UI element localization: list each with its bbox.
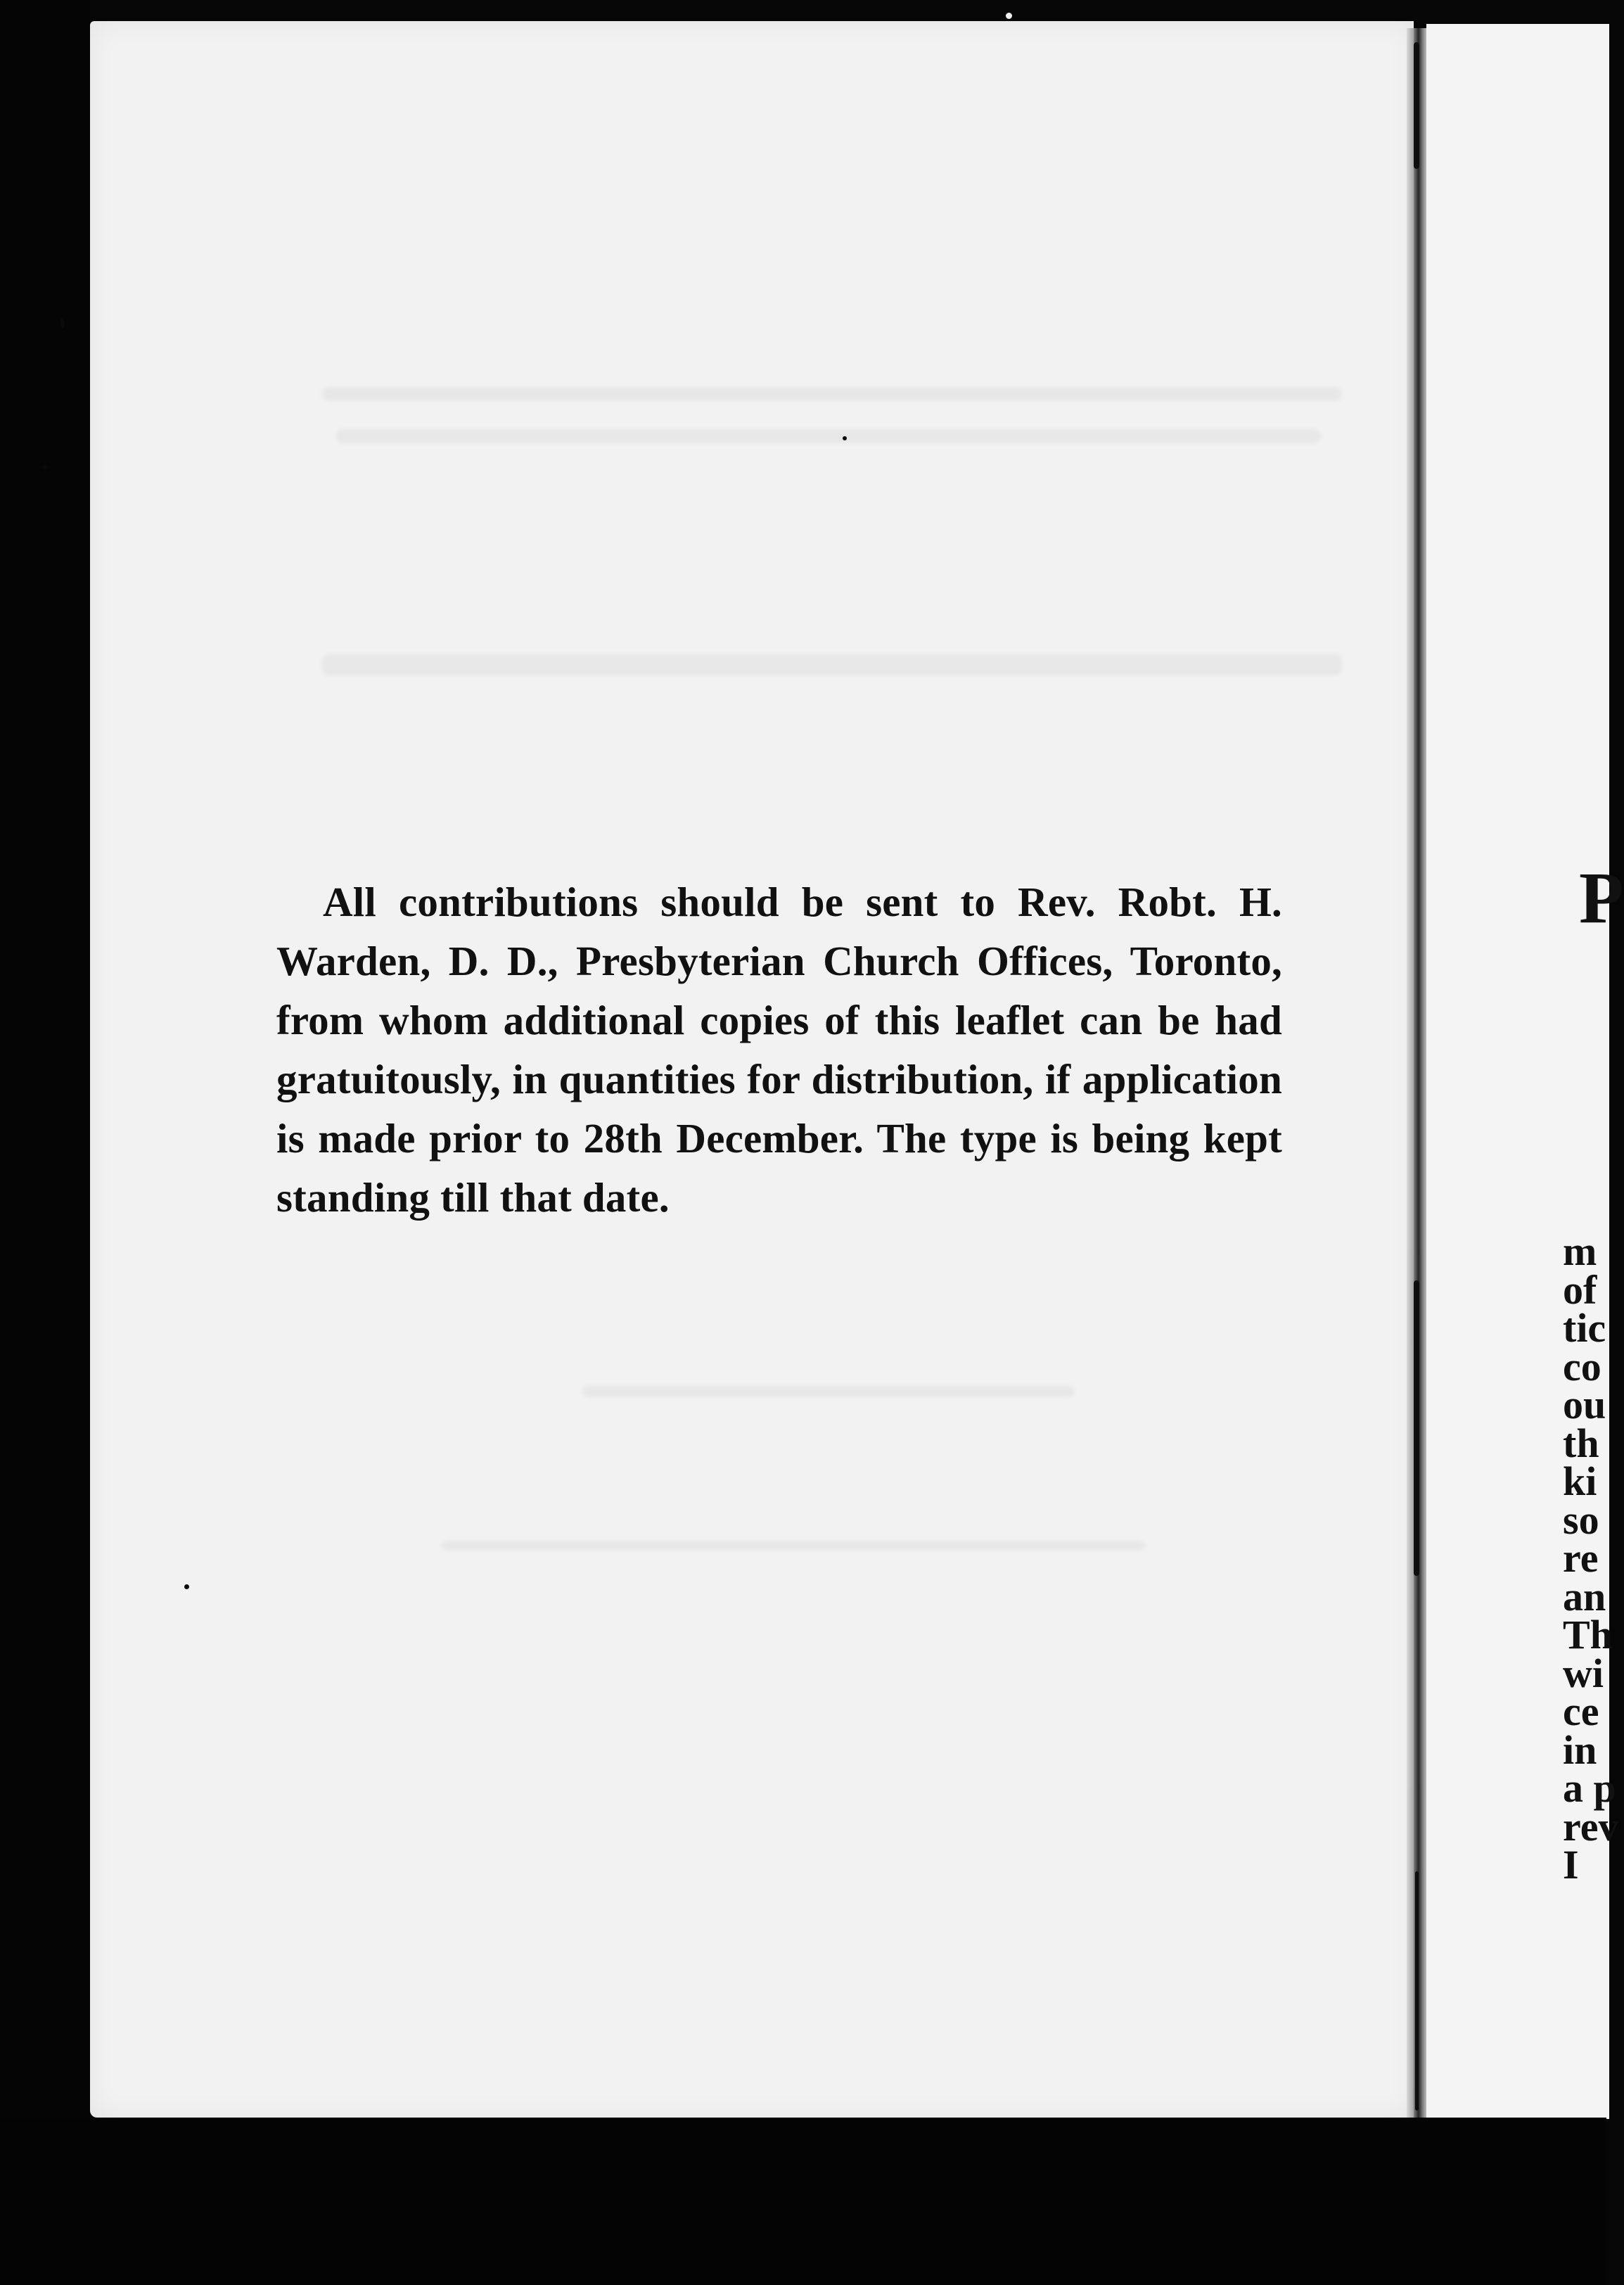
scan-speck <box>184 1584 189 1589</box>
text-fragment: m <box>1563 1228 1597 1274</box>
text-fragment: wi <box>1563 1650 1604 1696</box>
text-fragment: rev <box>1563 1803 1619 1850</box>
book-gutter <box>1407 28 1426 2118</box>
text-fragment: in <box>1563 1726 1597 1773</box>
text-fragment: ki <box>1563 1458 1597 1504</box>
show-through-mark <box>336 429 1321 443</box>
gutter-shadow <box>1415 1871 1419 2111</box>
contributions-notice: All contributions should be sent to Rev. Robt. H. Warden, D. D., Presbyterian Church Offices, Toronto, from whom additional copies of this leaflet can be had gratuitously, in quantities for distribution, if application is made prior to 28th December. The type is being kept standing till that date. <box>276 879 1282 1221</box>
scan-left-border <box>0 0 90 2285</box>
scan-speck <box>1006 13 1012 19</box>
text-fragment: a p <box>1563 1765 1616 1811</box>
text-fragment: tic <box>1563 1305 1606 1351</box>
gutter-shadow <box>1414 1280 1419 1576</box>
text-fragment: co <box>1563 1343 1601 1389</box>
text-fragment: ce <box>1563 1688 1599 1734</box>
text-fragment: th <box>1563 1420 1599 1466</box>
text-fragment: Th <box>1563 1612 1613 1657</box>
show-through-mark <box>322 387 1342 401</box>
text-fragment: so <box>1563 1496 1599 1543</box>
text-fragment: re <box>1563 1535 1599 1581</box>
right-page-heading-fragment: P <box>1579 858 1624 938</box>
show-through-mark <box>322 654 1342 675</box>
scan-speck <box>60 318 65 328</box>
gutter-shadow <box>1414 42 1419 169</box>
text-fragment: of <box>1563 1266 1597 1313</box>
text-fragment: ou <box>1563 1382 1606 1427</box>
scan-speck <box>843 436 847 440</box>
right-page-text-fragments <box>1563 1228 1619 1888</box>
text-fragment: an <box>1563 1573 1606 1619</box>
text-fragment: I <box>1563 1842 1579 1888</box>
scan-bottom-border <box>0 2118 1606 2285</box>
show-through-mark <box>442 1541 1145 1551</box>
show-through-mark <box>582 1386 1075 1397</box>
scan-speck <box>42 464 48 470</box>
